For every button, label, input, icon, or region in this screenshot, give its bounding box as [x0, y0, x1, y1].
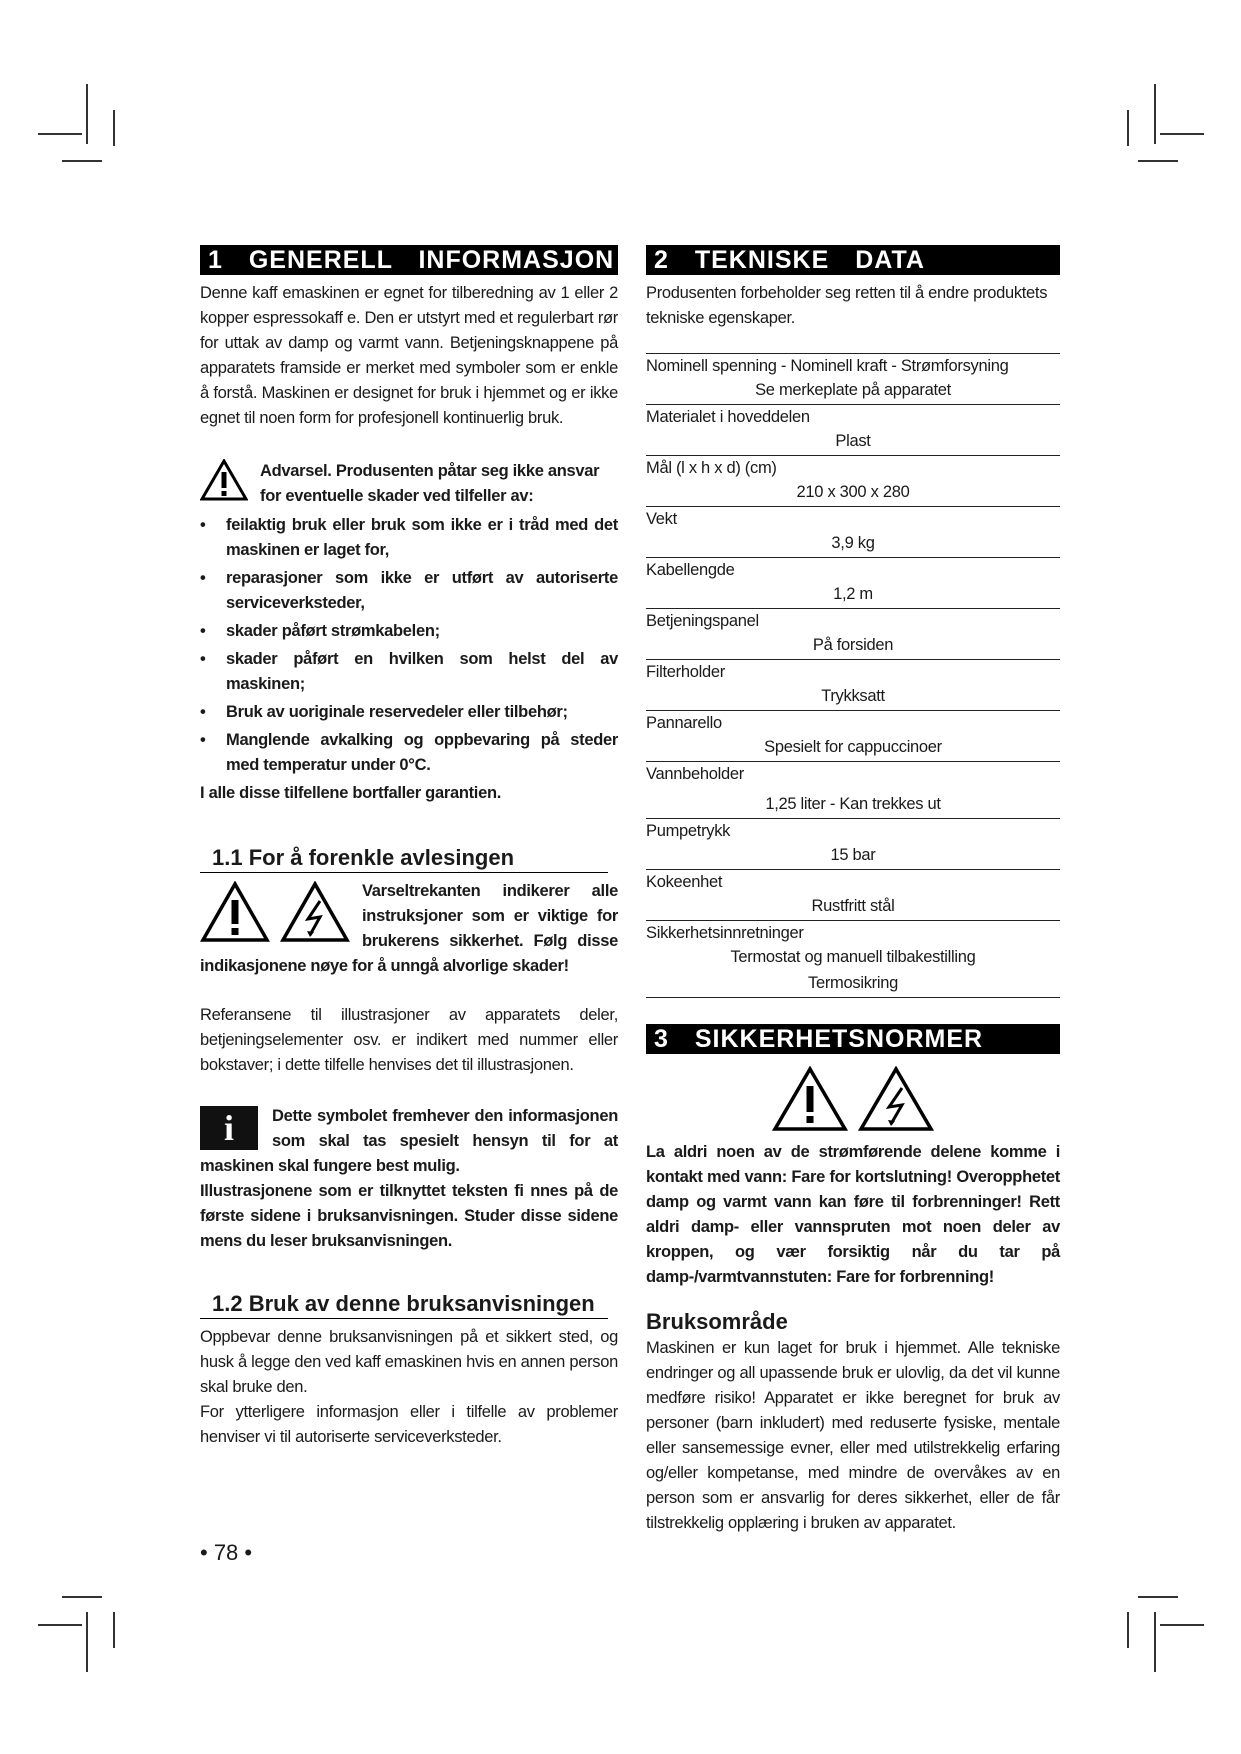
list-item: • feilaktig bruk eller bruk som ikke er i tråd med det maskinen er laget for, — [200, 513, 618, 563]
table-row — [646, 659, 1060, 710]
crop-mark — [62, 1596, 102, 1598]
usage-title: Bruksområde — [646, 1309, 788, 1334]
warning-list — [200, 513, 618, 778]
crop-mark — [1127, 1612, 1129, 1648]
row-value: Termosikring — [808, 974, 898, 992]
safety-icons — [646, 1066, 1060, 1132]
right-column — [646, 245, 1060, 1536]
crop-mark — [113, 1612, 115, 1648]
crop-mark — [1138, 1596, 1178, 1598]
crop-mark — [113, 110, 115, 146]
crop-mark — [38, 133, 82, 135]
left-column — [200, 245, 618, 1450]
list-item: • reparasjoner som ikke er utført av autoriserte serviceverksteder, — [200, 566, 618, 616]
table-row — [646, 869, 1060, 920]
table-row — [646, 818, 1060, 869]
row-value: 1,25 liter - Kan trekkes ut — [765, 795, 941, 813]
electric-shock-icon — [280, 881, 350, 943]
usage-text: Maskinen er kun laget for bruk i hjemmet. Alle tekniske endringer og all upassende bruk er ulovlig, da det vil kunne medføre risiko! Apparatet er ikke beregnet for bruk av personer (barn inkludert) med reduserte fysiske, mentale eller sansemessige evner, eller med utilstrekkelig erfaring og/eller kompetanse, med mindre de overvåkes av en person som er ansvarlig for deres sikkerhet, eller de får tilstrekkelig opplæring i bruken av apparatet. — [646, 1339, 1060, 1532]
safety-warning: La aldri noen av de strømførende delene komme i kontakt med vann: Fare for kortslutning! Overopphetet damp og varmt vann kan føre til forbrenninger! Rett aldri damp- eller vannspruten mot noen deler av kroppen, og vær forsiktig når du tar på damp-/varmtvannstuten: Fare for forbrenning! — [646, 1143, 1060, 1286]
row-value: Termostat og manuell tilbakestilling — [730, 948, 976, 966]
row-label: Betjeningspanel — [646, 612, 759, 630]
row-label: Kokeenhet — [646, 873, 723, 891]
row-label: Nominell spenning - Nominell kraft - Strømforsyning — [646, 357, 1009, 375]
crop-mark — [86, 84, 88, 144]
row-value: 210 x 300 x 280 — [796, 483, 910, 501]
table-row — [646, 920, 1060, 998]
table-row — [646, 608, 1060, 659]
row-value: På forsiden — [812, 636, 894, 654]
crop-mark — [1127, 110, 1129, 146]
list-item: • Bruk av uoriginale reservedeler eller tilbehør; — [200, 700, 618, 725]
page-number: • 78 • — [200, 1540, 253, 1565]
crop-mark — [1154, 1612, 1156, 1672]
row-value: 1,2 m — [833, 585, 873, 603]
subsection-1-2-text-service: For ytterligere informasjon eller i tilfelle av problemer henviser vi til autoriserte serviceverksteder. — [200, 1403, 618, 1446]
info-text: Dette symbolet fremhever den informasjonen som skal tas spesielt hensyn til for at maskinen skal fungere best mulig. — [200, 1107, 618, 1175]
row-label: Vannbeholder — [646, 765, 744, 783]
crop-mark — [1160, 133, 1204, 135]
row-value: 15 bar — [830, 846, 876, 864]
row-value: Spesielt for cappuccinoer — [764, 738, 942, 756]
section-1-title: 1 GENERELL INFORMASJON — [200, 245, 618, 275]
subsection-1-2-text: Oppbevar denne bruksanvisningen på et sikkert sted, og husk å legge den ved kaff emaskinen hvis en annen person skal bruke den. — [200, 1328, 618, 1396]
info-text-illustrations: Illustrasjonene som er tilknyttet teksten fi nnes på de første sidene i bruksanvisningen. Studer disse sidene mens du leser bruksanvisningen. — [200, 1182, 618, 1250]
table-row — [646, 710, 1060, 761]
subsection-1-2-title: 1.2 Bruk av denne bruksanvisningen — [200, 1290, 608, 1319]
row-value: Plast — [835, 432, 871, 450]
subsection-1-1-title: 1.1 For å forenkle avlesingen — [200, 844, 608, 873]
row-value: Rustfritt stål — [811, 897, 895, 915]
row-label: Filterholder — [646, 663, 725, 681]
subsection-1-1-references: Referansene til illustrasjoner av apparatets deler, betjeningselementer osv. er indikert med nummer eller bokstaver; i dette tilfelle henvises det til illustrasjonen. — [200, 1006, 618, 1074]
electric-shock-icon — [858, 1066, 934, 1132]
table-row — [646, 455, 1060, 506]
warning-triangle-icon — [200, 459, 248, 501]
row-label: Mål (l x h x d) (cm) — [646, 459, 777, 477]
row-label: Materialet i hoveddelen — [646, 408, 810, 426]
list-item: • Manglende avkalking og oppbevaring på steder med temperatur under 0°C. — [200, 728, 618, 778]
subsection-1-1-warning: Varseltrekanten indikerer alle instruksjoner som er viktige for brukerens sikkerhet. Følg disse indikasjonene nøye for å unngå alvorlige skader! — [200, 882, 618, 975]
row-value: Se merkeplate på apparatet — [755, 381, 951, 399]
table-row — [646, 353, 1060, 404]
crop-mark — [1160, 1624, 1204, 1626]
warning-icons — [200, 881, 350, 943]
list-item: • skader påført en hvilken som helst del av maskinen; — [200, 647, 618, 697]
crop-mark — [1154, 84, 1156, 144]
warning-triangle-icon — [772, 1066, 848, 1132]
warranty-note: I alle disse tilfellene bortfaller garantien. — [200, 784, 502, 802]
table-row — [646, 404, 1060, 455]
table-row — [646, 557, 1060, 608]
warning-block — [200, 459, 618, 806]
crop-mark — [1138, 160, 1178, 162]
general-intro: Denne kaff emaskinen er egnet for tilberedning av 1 eller 2 kopper espressokaff e. Den er utstyrt med et regulerbart rør for uttak av damp og varmt vann. Betjeningsknappene på apparatets framside er merket med symboler som er enkle å forstå. Maskinen er designet for bruk i hjemmet og er ikke egnet til noen form for profesjonell kontinuerlig bruk. — [200, 284, 618, 427]
row-label: Kabellengde — [646, 561, 735, 579]
crop-mark — [62, 160, 102, 162]
row-value: 3,9 kg — [831, 534, 875, 552]
table-row — [646, 506, 1060, 557]
table-row — [646, 761, 1060, 818]
list-item: • skader påført strømkabelen; — [200, 619, 618, 644]
row-label: Vekt — [646, 510, 677, 528]
technical-data-table — [646, 353, 1060, 998]
row-label: Pumpetrykk — [646, 822, 731, 840]
crop-mark — [86, 1612, 88, 1672]
row-label: Sikkerhetsinnretninger — [646, 924, 804, 942]
section-3-title: 3 SIKKERHETSNORMER — [646, 1024, 1060, 1054]
technical-intro: Produsenten forbeholder seg retten til å endre produktets tekniske egenskaper. — [646, 284, 1048, 327]
info-icon: i — [200, 1106, 258, 1150]
warning-triangle-icon — [200, 881, 270, 943]
row-value: Trykksatt — [821, 687, 885, 705]
crop-mark — [38, 1624, 82, 1626]
warning-title: Advarsel. Produsenten påtar seg ikke ansvar for eventuelle skader ved tilfeller av: — [260, 462, 600, 505]
section-2-title: 2 TEKNISKE DATA — [646, 245, 1060, 275]
row-label: Pannarello — [646, 714, 722, 732]
